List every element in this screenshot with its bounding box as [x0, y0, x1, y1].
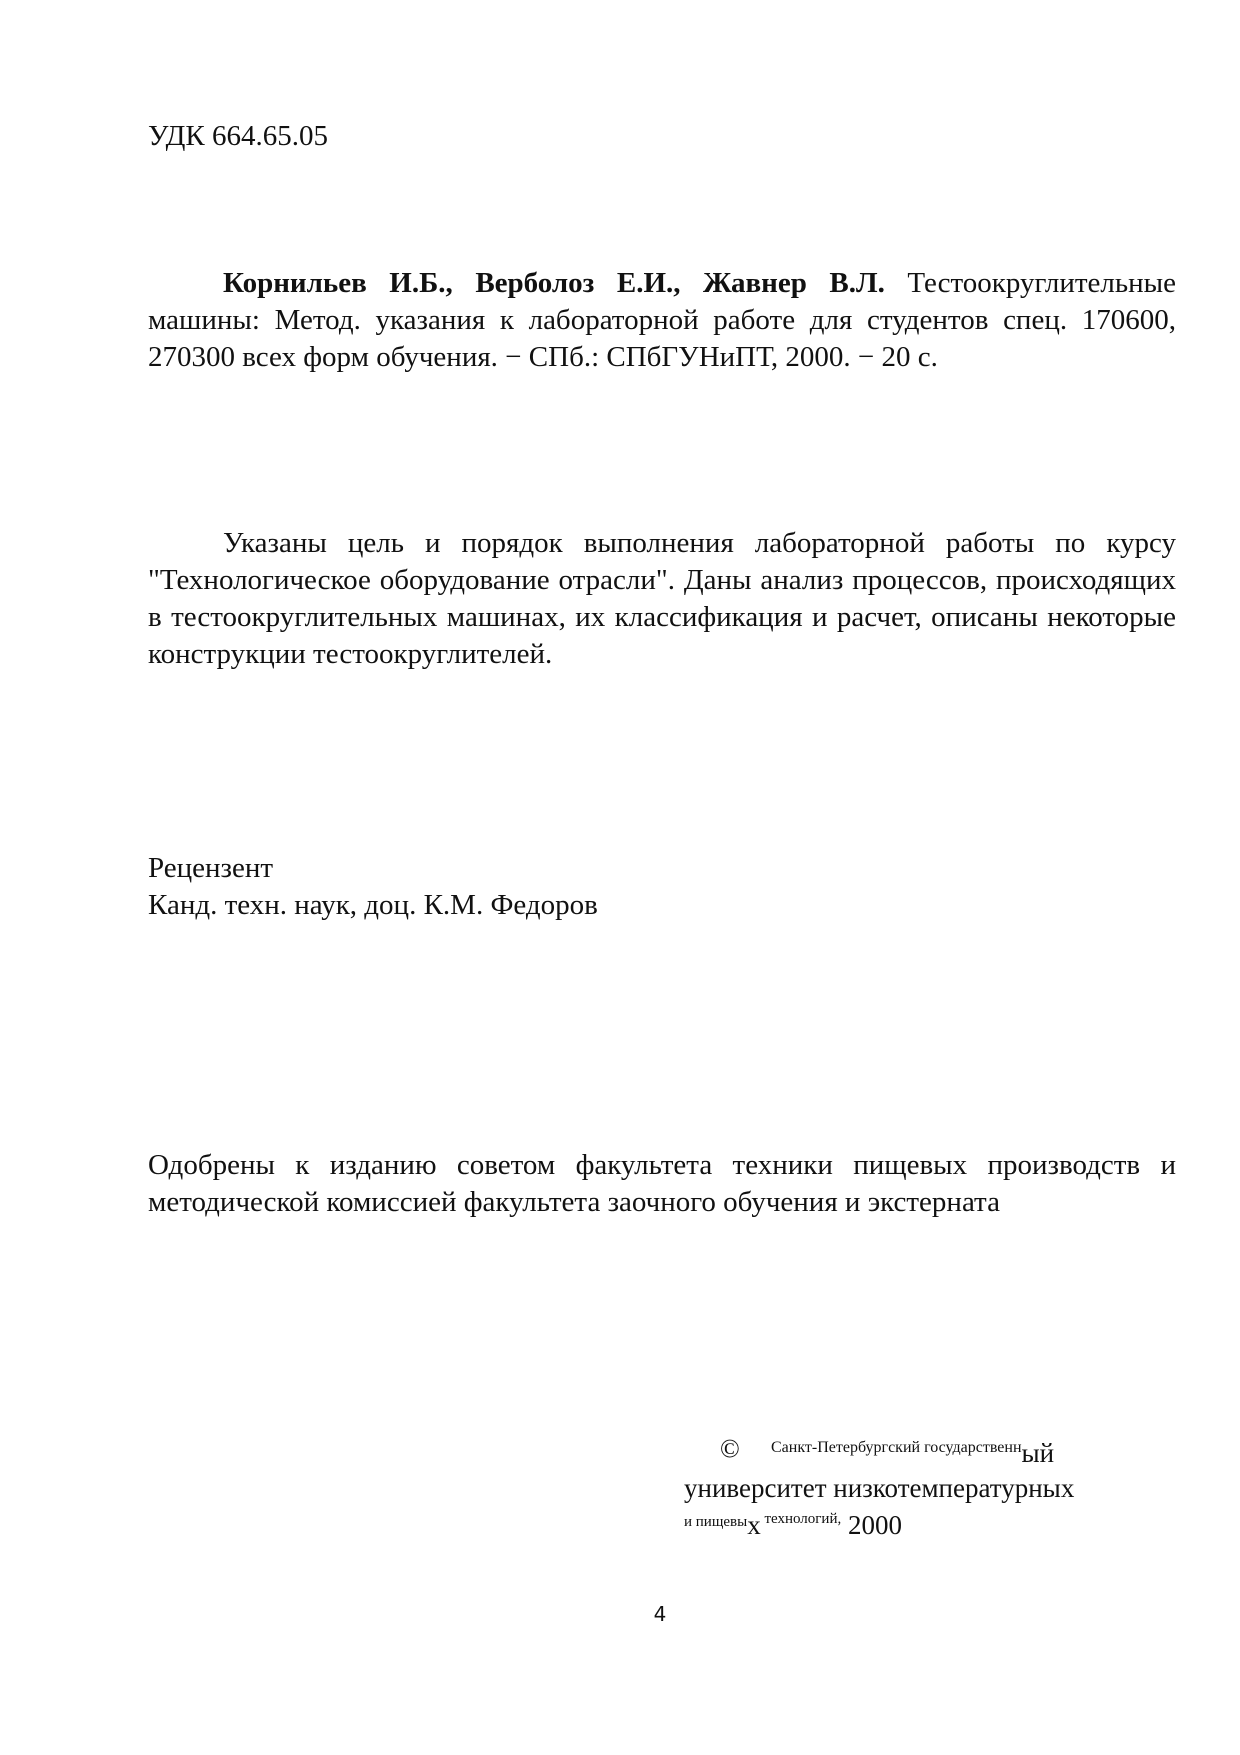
copyright-block [684, 1428, 1104, 1540]
copyright-year: 2000 [841, 1510, 902, 1540]
reviewer-name: Канд. техн. наук, доц. К.М. Федоров [148, 889, 598, 921]
copyright-line-3-small: и пищевы [684, 1514, 748, 1530]
biblio-text: Тестоокруглительные машины: Метод. указания к лабораторной работе для студентов спец. 170600, 270300 всех форм обучения. − СПб.: СПбГУНиПТ, 2000. − 20 с. [148, 267, 1176, 373]
copyright-line-1-text [771, 1428, 1055, 1468]
copyright-line-3-x: х [747, 1510, 761, 1540]
authors: Корнильев И.Б., Верболоз Е.И., Жавнер В.Л. [223, 267, 885, 299]
reviewer-label: Рецензент [148, 852, 274, 884]
approval-note: Одобрены к изданию советом факультета техники пищевых производств и методической комиссией факультета заочного обучения и экстерната [148, 1149, 1176, 1218]
bibliographic-description [148, 265, 1176, 376]
copyright-line-1 [684, 1428, 1104, 1468]
reviewer-block [148, 850, 598, 924]
page-number: 4 [653, 1602, 667, 1626]
copyright-line-3-sup: технологий, [760, 1511, 842, 1527]
annotation-paragraph: Указаны цель и порядок выполнения лабораторной работы по курсу "Технологическое оборудование отрасли". Даны анализ процессов, происходящих в тестоокруглительных машинах, их классификация и расчет, описаны некоторые конструкции тестоокруглителей. [148, 527, 1176, 670]
copyright-line-1-tail: ый [1021, 1438, 1055, 1468]
copyright-line-2: университет низкотемпературных [684, 1473, 1075, 1503]
udk-code: УДК 664.65.05 [148, 120, 328, 152]
copyright-line-3 [684, 1504, 1104, 1540]
copyright-line-1-small: Санкт-Петербургский государственн [771, 1439, 1022, 1456]
copyright-sign: © [720, 1434, 740, 1463]
